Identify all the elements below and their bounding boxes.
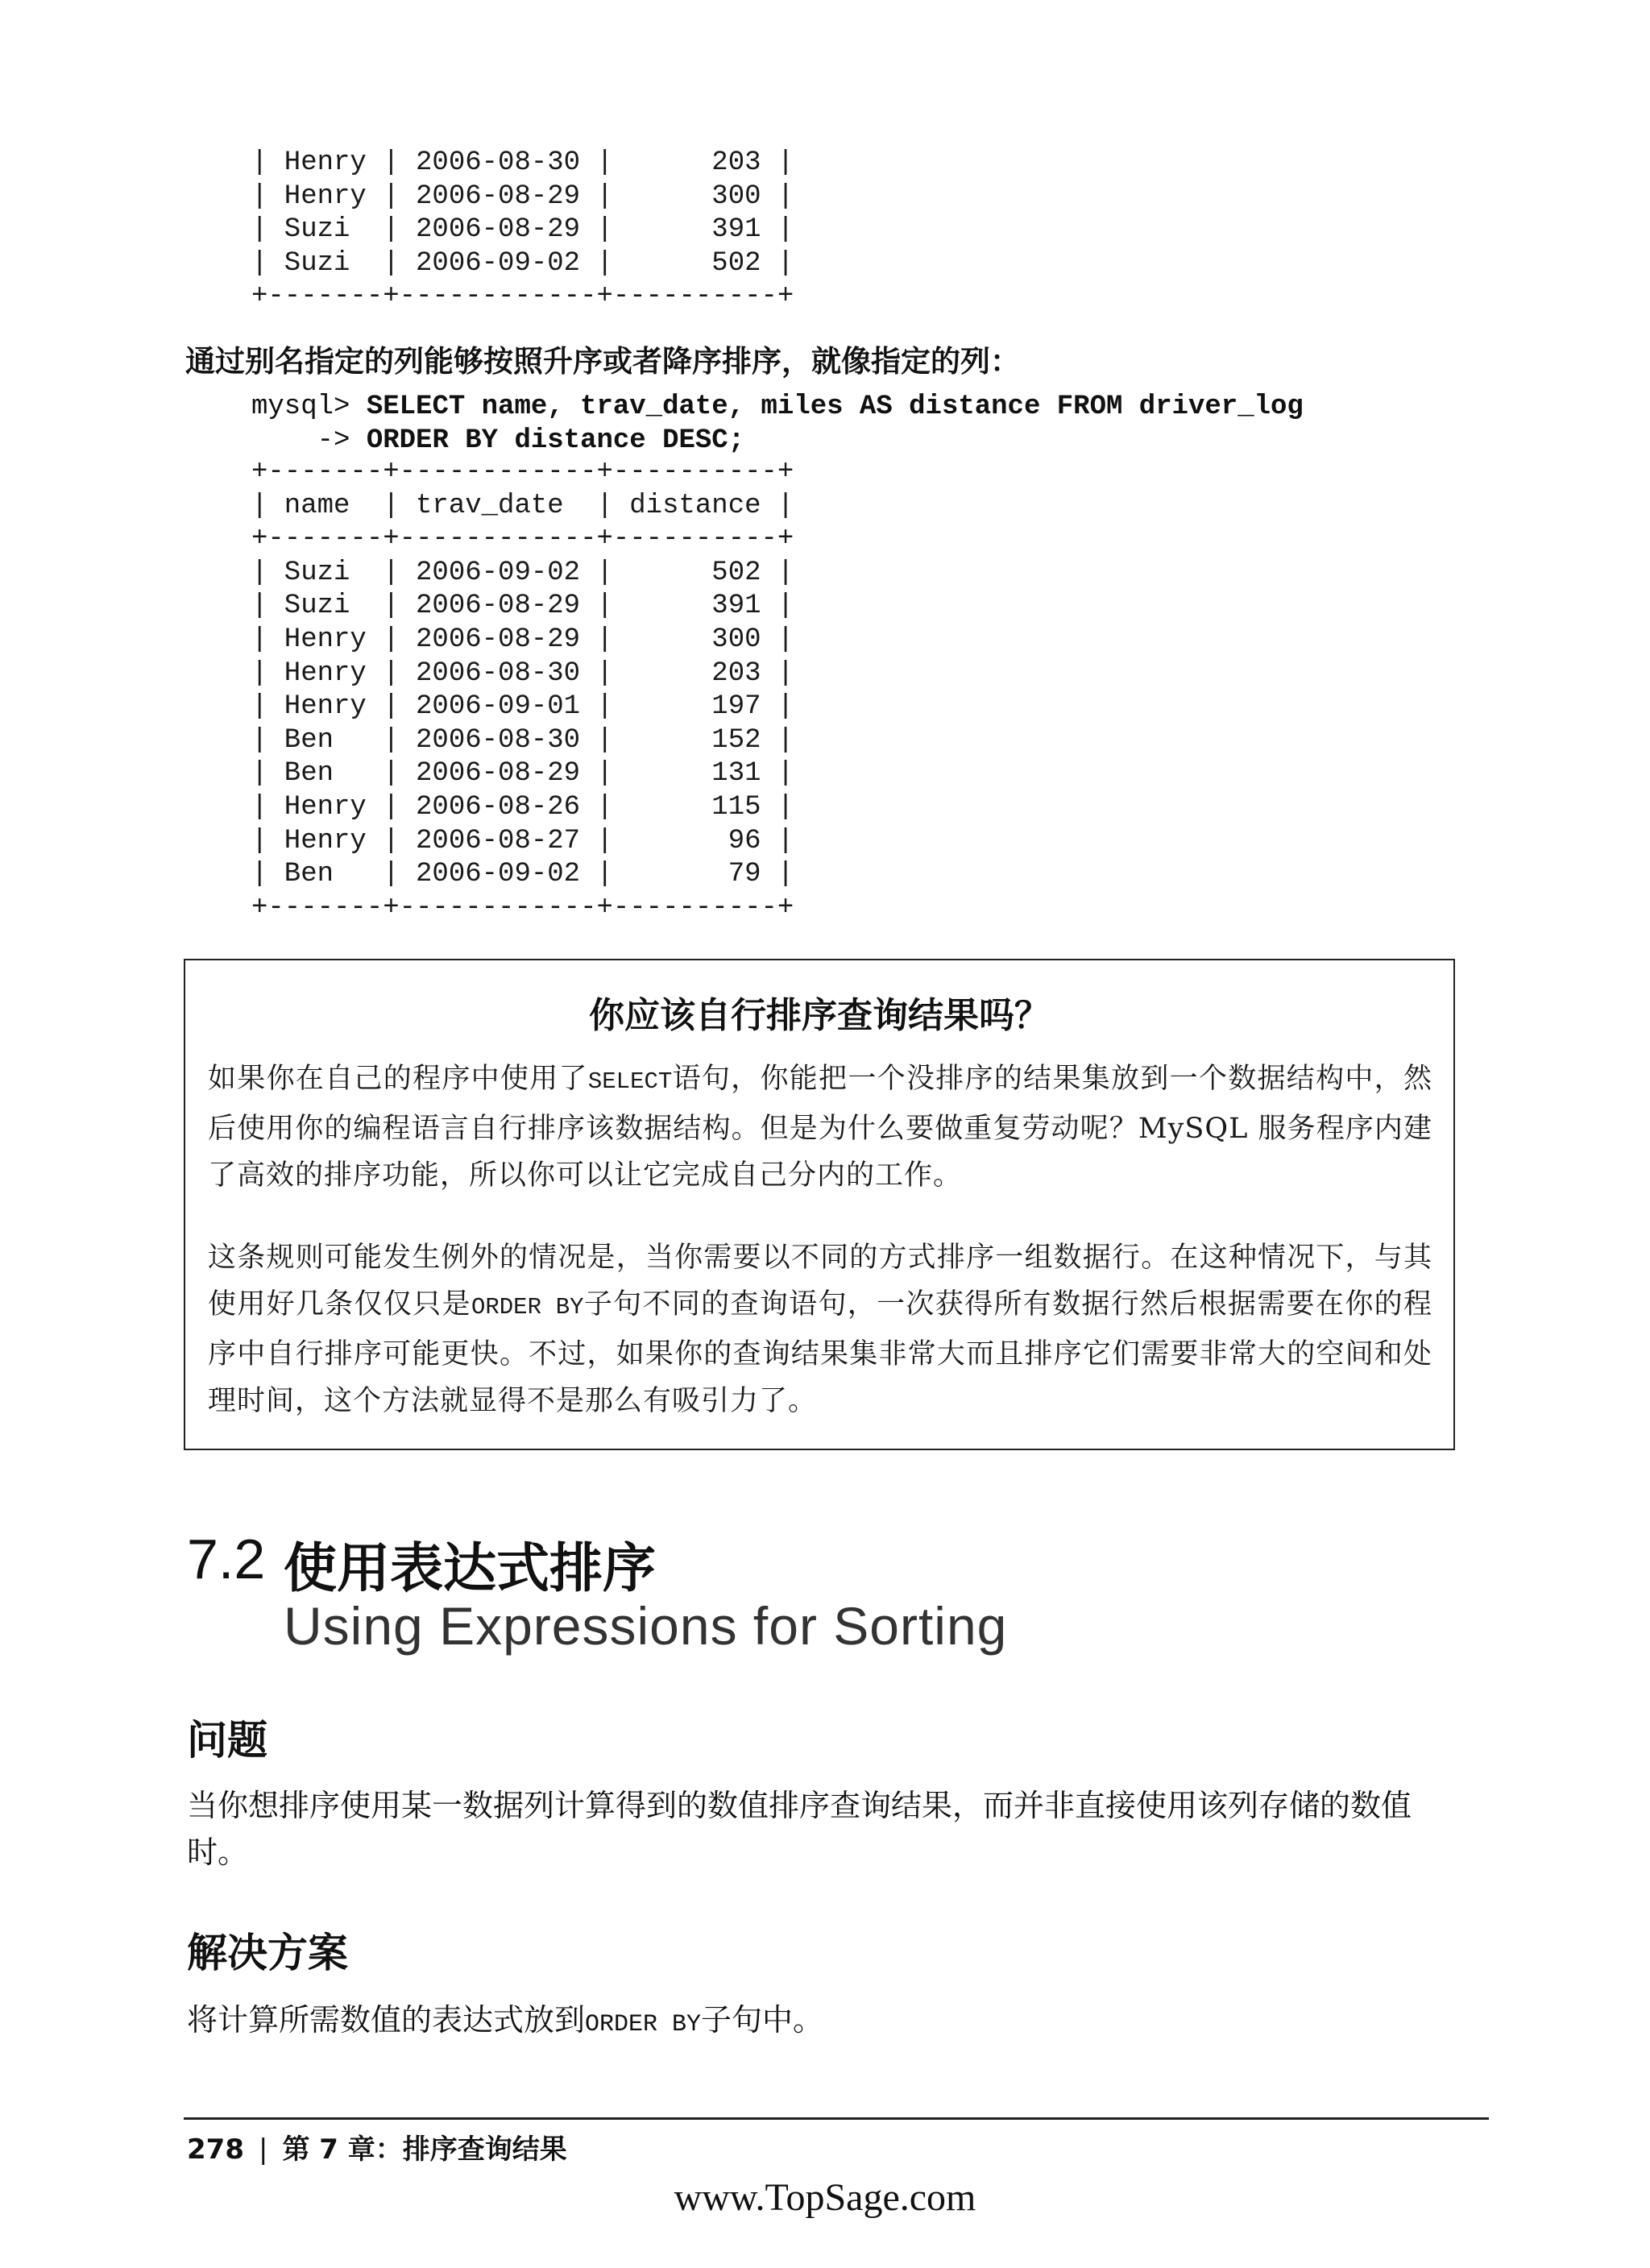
page-number: 278 bbox=[187, 2133, 244, 2166]
chapter-title: 第 7 章：排序查询结果 bbox=[282, 2133, 567, 2166]
solution-text-b: 子句中。 bbox=[701, 2002, 824, 2038]
sidebar-paragraph-1 bbox=[208, 1055, 1432, 1199]
table-border: +-------+------------+----------+ bbox=[251, 457, 794, 487]
mysql-prompt: mysql> bbox=[251, 392, 367, 422]
sidebar-paragraph-2 bbox=[208, 1234, 1432, 1424]
query-line-2: ORDER BY distance DESC; bbox=[366, 425, 745, 456]
result-table bbox=[251, 456, 794, 925]
table-row: | Henry | 2006-08-29 | 300 | bbox=[251, 180, 794, 212]
table-row: | Henry | 2006-08-27 | 96 | bbox=[251, 825, 794, 856]
table-border: +-------+------------+----------+ bbox=[251, 892, 794, 923]
table-row: | Suzi | 2006-08-29 | 391 | bbox=[251, 214, 794, 246]
section-number: 7.2 bbox=[187, 1528, 266, 1590]
solution-text bbox=[187, 1996, 1460, 2048]
footer-rule bbox=[184, 2117, 1489, 2120]
sidebar-title: 你应该自行排序查询结果吗？ bbox=[589, 995, 1050, 1036]
problem-text: 当你想排序使用某一数据列计算得到的数值排序查询结果，而并非直接使用该列存储的数值时。 bbox=[187, 1788, 1412, 1870]
table-row: | Ben | 2006-08-30 | 152 | bbox=[251, 724, 794, 756]
table-row: | Henry | 2006-08-30 | 203 | bbox=[251, 657, 794, 689]
intro-paragraph: 通过别名指定的列能够按照升序或者降序排序，就像指定的列： bbox=[185, 344, 1020, 379]
table-row: | Suzi | 2006-09-02 | 502 | bbox=[251, 557, 794, 588]
table-border: +-------+------------+----------+ bbox=[251, 281, 794, 313]
top-table bbox=[251, 147, 794, 314]
solution-heading: 解决方案 bbox=[187, 1930, 348, 1976]
code-select: SELECT bbox=[587, 1068, 673, 1095]
table-row: | Henry | 2006-09-01 | 197 | bbox=[251, 691, 794, 723]
table-row: | Suzi | 2006-09-02 | 502 | bbox=[251, 247, 794, 279]
problem-heading: 问题 bbox=[187, 1717, 267, 1764]
footer-separator: | bbox=[258, 2133, 268, 2166]
code-order-by: ORDER BY bbox=[585, 2011, 702, 2038]
sidebar-box bbox=[184, 959, 1455, 1450]
table-row: | Ben | 2006-08-29 | 131 | bbox=[251, 758, 794, 790]
table-header: | name | trav_date | distance | bbox=[251, 490, 794, 521]
page-footer bbox=[187, 2127, 567, 2166]
sidebar-text: 子句不同的查询语句，一次获得所有数据行然后根据需要在你的程序中自行排序可能更快。不过，如果你的查询结果集非常大而且排序它们需要非常大的空间和处理时间，这个方法就显得不是那么有吸引力了。 bbox=[208, 1288, 1432, 1417]
table-row: | Suzi | 2006-08-29 | 391 | bbox=[251, 591, 794, 622]
section-title-en: Using Expressions for Sorting bbox=[284, 1596, 1008, 1656]
solution-text-a: 将计算所需数值的表达式放到 bbox=[187, 2002, 586, 2038]
sidebar-text: 语句，你能把一个没排序的结果集放到一个数据结构中，然后使用你的编程语言自行排序该数据结构。但是为什么要做重复劳动呢？MySQL 服务程序内建了高效的排序功能，所以你可以让它完成自己分内的工作。 bbox=[208, 1063, 1432, 1192]
table-row: | Henry | 2006-08-29 | 300 | bbox=[251, 624, 794, 655]
section-title-cn: 使用表达式排序 bbox=[284, 1537, 656, 1599]
table-row: | Henry | 2006-08-26 | 115 | bbox=[251, 791, 794, 823]
website-watermark: www.TopSage.com bbox=[674, 2176, 976, 2219]
query-line-1: SELECT name, trav_date, miles AS distance FROM driver_log bbox=[366, 392, 1304, 422]
table-border: +-------+------------+----------+ bbox=[251, 524, 794, 555]
sidebar-text: 这条规则可能发生例外的情况是，当你需要以不同的方式排序一组数据行。在这种情况下，与其使用好几条仅仅只是 bbox=[208, 1242, 1432, 1321]
sidebar-text: 如果你在自己的程序中使用了 bbox=[208, 1063, 588, 1095]
table-row: | Henry | 2006-08-30 | 203 | bbox=[251, 147, 794, 178]
sql-query bbox=[251, 390, 1304, 458]
code-order-by: ORDER BY bbox=[471, 1294, 584, 1321]
table-row: | Ben | 2006-09-02 | 79 | bbox=[251, 859, 794, 890]
continuation-prompt: -> bbox=[251, 425, 367, 456]
